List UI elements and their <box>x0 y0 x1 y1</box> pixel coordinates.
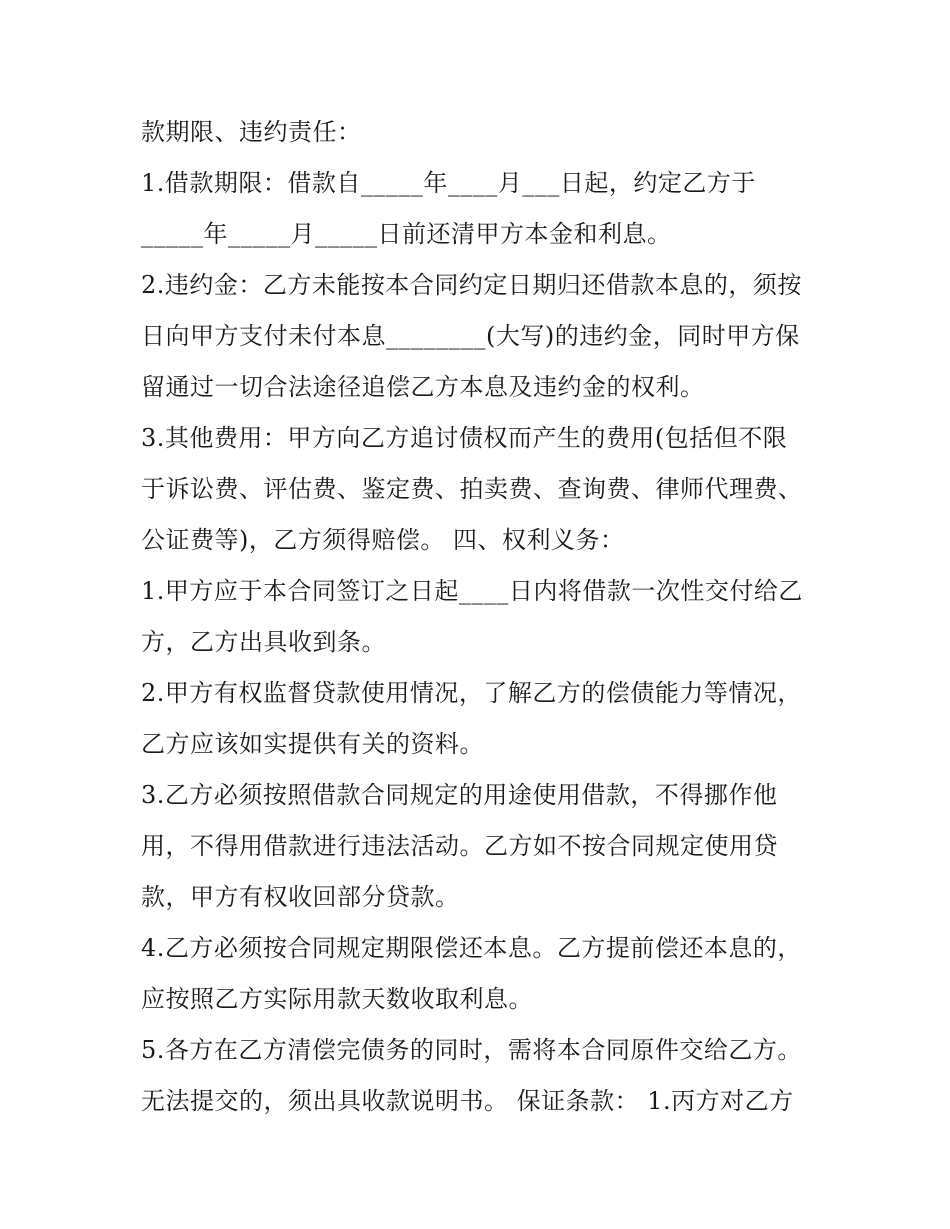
text-line: 款期限、违约责任： <box>141 118 362 146</box>
text-line: 3.其他费用：甲方向乙方追讨债权而产生的费用(包括但不限 <box>141 424 788 452</box>
text-line: 2.违约金：乙方未能按本合同约定日期归还借款本息的，须按 <box>141 271 802 299</box>
text-line: 方，乙方出具收到条。 <box>141 628 386 656</box>
text-line: _____年_____月_____日前还清甲方本金和利息。 <box>141 220 672 248</box>
text-line: 款，甲方有权收回部分贷款。 <box>141 883 460 911</box>
text-line: 3.乙方必须按照借款合同规定的用途使用借款，不得挪作他 <box>141 781 778 809</box>
contract-text <box>141 107 821 1127</box>
text-line: 用，不得用借款进行违法活动。乙方如不按合同规定使用贷 <box>141 832 778 860</box>
text-line: 无法提交的，须出具收款说明书。 保证条款： 1.丙方对乙方 <box>141 1087 794 1115</box>
text-line: 1.甲方应于本合同签订之日起____日内将借款一次性交付给乙 <box>141 577 803 605</box>
text-line: 1.借款期限：借款自_____年____月___日起，约定乙方于 <box>141 169 756 197</box>
text-line: 留通过一切合法途径追偿乙方本息及违约金的权利。 <box>141 373 705 401</box>
text-line: 日向甲方支付未付本息________(大写)的违约金，同时甲方保 <box>141 322 800 350</box>
text-line: 2.甲方有权监督贷款使用情况，了解乙方的偿债能力等情况， <box>141 679 802 707</box>
text-line: 5.各方在乙方清偿完债务的同时，需将本合同原件交给乙方。 <box>141 1036 802 1064</box>
text-line: 公证费等)，乙方须得赔偿。 四、权利义务： <box>141 526 625 554</box>
text-line: 应按照乙方实际用款天数收取利息。 <box>141 985 533 1013</box>
text-line: 乙方应该如实提供有关的资料。 <box>141 730 484 758</box>
text-line: 4.乙方必须按合同规定期限偿还本息。乙方提前偿还本息的， <box>141 934 802 962</box>
text-line: 于诉讼费、评估费、鉴定费、拍卖费、查询费、律师代理费、 <box>141 475 803 503</box>
